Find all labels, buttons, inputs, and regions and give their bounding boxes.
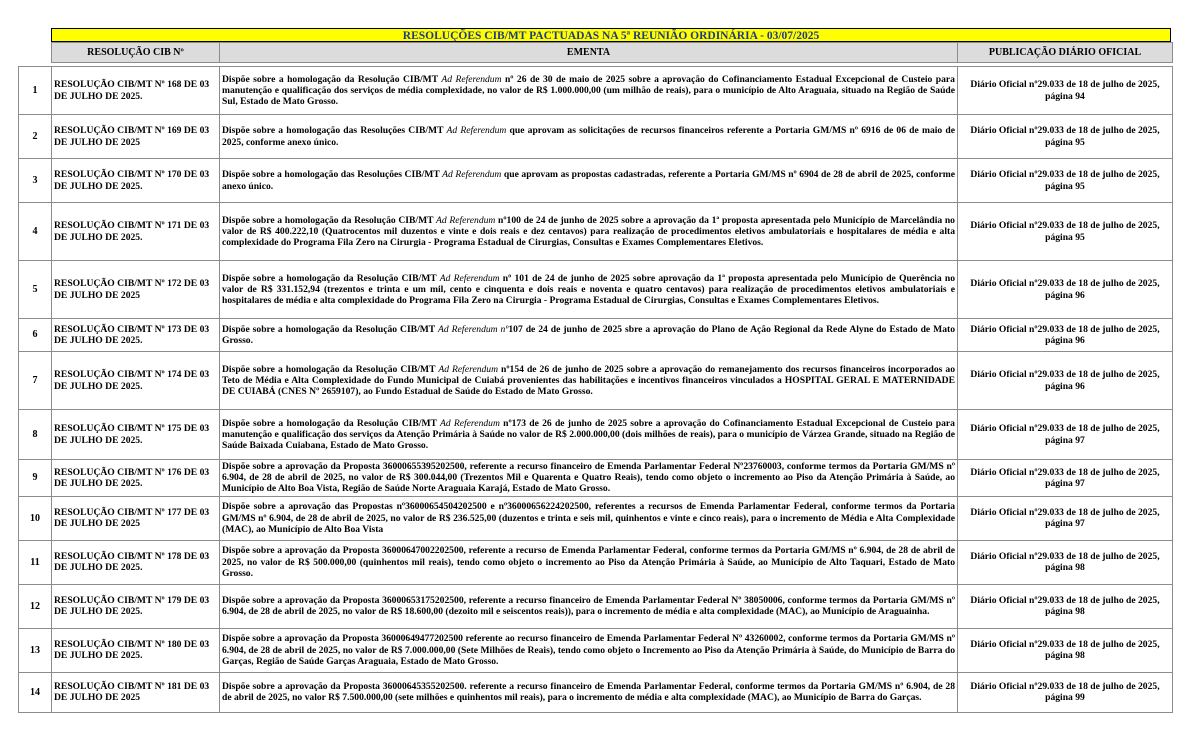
ad-referendum-text: Ad Referendum: [438, 363, 499, 375]
resolution-id: RESOLUÇÃO CIB/MT Nº 171 DE 03 DE JULHO DE 2025.: [52, 203, 220, 261]
row-number: 5: [19, 261, 52, 319]
table-row: [19, 672, 1173, 712]
ementa-part-a: Dispõe sobre a aprovação da Proposta 36000645355202500. referente a recurso financeiro de Emenda Parlamentar Federal, conforme termos da Portaria GM/MS nº 6.904, de 28 de abril de 2025, no valor R$ 7.500.000,00 (sete milhões e quinhentos mil reais), para o incremento de média e alta complexidade (MAC), ao Município de Barra do Garças.: [222, 680, 955, 704]
row-number: 7: [19, 352, 52, 410]
publication-ref: Diário Oficial nº29.033 de 18 de julho de 2025, página 95: [958, 115, 1173, 159]
ementa-text: [220, 540, 958, 584]
resolution-id: RESOLUÇÃO CIB/MT Nº 181 DE 03 DE JULHO DE 2025: [52, 672, 220, 712]
publication-ref: Diário Oficial nº29.033 de 18 de julho de 2025, página 97: [958, 410, 1173, 460]
ementa-text: [220, 115, 958, 159]
publication-ref: Diário Oficial nº29.033 de 18 de julho de 2025, página 96: [958, 319, 1173, 352]
header-ementa: EMENTA: [220, 43, 958, 63]
header-blank-cell: [19, 43, 52, 63]
publication-ref: Diário Oficial nº29.033 de 18 de julho de 2025, página 94: [958, 67, 1173, 115]
publication-ref: Diário Oficial nº29.033 de 18 de julho de 2025, página 98: [958, 540, 1173, 584]
ementa-text: [220, 203, 958, 261]
ementa-part-b: que aprovam as propostas cadastradas, referente a Portaria GM/MS nº 6904 de 28 de abril de 2025, conforme anexo único.: [222, 169, 955, 192]
ementa-text: [220, 159, 958, 203]
ementa-text: [220, 628, 958, 672]
ementa-part-b: que aprovam as solicitações de recursos financeiros referente a Portaria GM/MS nº 6916 de 06 de maio de 2025, conforme anexo único.: [222, 125, 955, 148]
ad-referendum-text: Ad Referendum: [439, 272, 500, 284]
resolution-id: RESOLUÇÃO CIB/MT Nº 168 DE 03 DE JULHO DE 2025.: [52, 67, 220, 115]
row-number: 8: [19, 410, 52, 460]
table-row: [19, 159, 1173, 203]
ementa-part-b: nº154 de 26 de junho de 2025 sobre a aprovação do remanejamento dos recursos financeiros incorporados ao Teto de Média e Alta Complexidade do Fundo Municipal de Cuiabá provenientes das habilitações e incentivos financeiros vinculados a HOSPITAL GERAL E MATERNIDADE DE CUIABÁ (CNES Nº 2659107), ao Fundo Estadual de Saúde do Estado de Mato Grosso.: [222, 363, 955, 398]
ementa-text: [220, 67, 958, 115]
row-number: 12: [19, 584, 52, 628]
table-row: [19, 261, 1173, 319]
resolution-id: RESOLUÇÃO CIB/MT Nº 179 DE 03 DE JULHO DE 2025.: [52, 584, 220, 628]
row-number: 3: [19, 159, 52, 203]
resolutions-table: [18, 42, 1173, 713]
table-row: [19, 352, 1173, 410]
table-row: [19, 628, 1173, 672]
resolution-id: RESOLUÇÃO CIB/MT Nº 170 DE 03 DE JULHO DE 2025.: [52, 159, 220, 203]
resolution-id: RESOLUÇÃO CIB/MT Nº 172 DE 03 DE JULHO DE 2025: [52, 261, 220, 319]
publication-ref: Diário Oficial nº29.033 de 18 de julho de 2025, página 97: [958, 460, 1173, 497]
table-row: [19, 410, 1173, 460]
ad-referendum-text: Ad Referendum nº: [437, 323, 509, 335]
resolution-id: RESOLUÇÃO CIB/MT Nº 169 DE 03 DE JULHO DE 2025: [52, 115, 220, 159]
ementa-part-b: nº 26 de 30 de maio de 2025 sobre a aprovação do Cofinanciamento Estadual Excepcional de Custeio para manutenção e qualificação dos serviços de média complexidade, no valor de R$ 1.000.000,00 (um milhão de reais), para o município de Alto Araguaia, situado na Região de Saúde Sul, Estado de Mato Grosso.: [222, 73, 955, 108]
resolution-id: RESOLUÇÃO CIB/MT Nº 176 DE 03 DE JULHO DE 2025.: [52, 460, 220, 497]
resolution-id: RESOLUÇÃO CIB/MT Nº 177 DE 03 DE JULHO DE 2025: [52, 496, 220, 540]
row-number: 2: [19, 115, 52, 159]
ementa-part-a: Dispõe sobre a homologação da Resolução CIB/MT: [222, 323, 438, 335]
publication-ref: Diário Oficial nº29.033 de 18 de julho de 2025, página 96: [958, 261, 1173, 319]
ad-referendum-text: Ad Referendum: [442, 169, 502, 181]
ementa-text: [220, 584, 958, 628]
table-header-row: [19, 43, 1173, 63]
publication-ref: Diário Oficial nº29.033 de 18 de julho de 2025, página 95: [958, 203, 1173, 261]
table-row: [19, 115, 1173, 159]
table-row: [19, 67, 1173, 115]
ementa-text: [220, 460, 958, 497]
ad-referendum-text: Ad Referendum: [436, 214, 496, 226]
row-number: 6: [19, 319, 52, 352]
ementa-part-a: Dispõe sobre a homologação da Resolução CIB/MT: [222, 417, 440, 429]
publication-ref: Diário Oficial nº29.033 de 18 de julho de 2025, página 98: [958, 628, 1173, 672]
ad-referendum-text: Ad Referendum: [446, 125, 507, 137]
table-row: [19, 460, 1173, 497]
publication-ref: Diário Oficial nº29.033 de 18 de julho de 2025, página 95: [958, 159, 1173, 203]
ementa-text: [220, 410, 958, 460]
publication-ref: Diário Oficial nº29.033 de 18 de julho de 2025, página 99: [958, 672, 1173, 712]
resolution-id: RESOLUÇÃO CIB/MT Nº 180 DE 03 DE JULHO DE 2025.: [52, 628, 220, 672]
ementa-text: [220, 352, 958, 410]
publication-ref: Diário Oficial nº29.033 de 18 de julho de 2025, página 97: [958, 496, 1173, 540]
ementa-part-b: nº 101 de 24 de junho de 2025 sobre aprovação da 1ª proposta apresentada pelo Município de Querência no valor de R$ 331.152,94 (trezentos e trinta e um mil, cento e cinquenta e dois reais e noventa e quatro centavos) para realização de procedimentos eletivos ambulatoriais e hospitalares de média e alta complexidade do Programa Fila Zero na Cirurgia - Programa Estadual de Cirurgias, Consultas e Exames Complementares Eletivos.: [222, 272, 955, 307]
row-number: 14: [19, 672, 52, 712]
table-row: [19, 584, 1173, 628]
resolution-id: RESOLUÇÃO CIB/MT Nº 178 DE 03 DE JULHO DE 2025.: [52, 540, 220, 584]
ementa-part-b: nº100 de 24 de junho de 2025 sobre a aprovação da 1ª proposta apresentada pelo Município de Marcelândia no valor de R$ 400.222,10 (Quatrocentos mil duzentos e vinte e dois reais e dez centavos) para realização de procedimentos eletivos ambulatoriais e hospitalares de média e alta complexidade do Programa Fila Zero na Cirurgia - Programa Estadual de Cirurgias, Consultas e Exames Complementares Eletivos.: [222, 214, 955, 249]
ementa-part-a: Dispõe sobre a aprovação das Propostas nº36000654504202500 e nº36000656224202500, referentes a recursos de Emenda Parlamentar Federal, conforme termos da Portaria GM/MS nº 6.904, de 28 de abril de 2025, no valor de R$ 236.525,00 (duzentos e trinta e seis mil, quinhentos e vinte e cinco reais), para o incremento de Média e Alta Complexidade (MAC), ao Município de Alto Boa Vista: [222, 501, 955, 535]
ementa-part-a: Dispõe sobre a homologação da Resolução CIB/MT: [222, 363, 439, 375]
row-number: 13: [19, 628, 52, 672]
ementa-part-b: nº173 de 26 de junho de 2025 sobre a aprovação do Cofinanciamento Estadual Excepcional de Custeio para manutenção e qualificação dos serviços da Atenção Primária à Saúde no valor de R$ 2.000.000,00 (dois milhões de reais), para o município de Várzea Grande, situado na Região de Saúde Baixada Cuiabana, Estado de Mato Grosso.: [222, 417, 955, 452]
publication-ref: Diário Oficial nº29.033 de 18 de julho de 2025, página 96: [958, 352, 1173, 410]
row-number: 4: [19, 203, 52, 261]
table-body: [19, 67, 1173, 713]
ementa-part-a: Dispõe sobre a aprovação da Proposta 36000655395202500, referente a recurso financeiro de Emenda Parlamentar Federal Nº23760003, conforme termos da Portaria GM/MS nº 6.904, de 28 de abril de 2025, no valor de R$ 300.044,00 (Trezentos Mil e Quarenta e Quatro Reais), tendo como objeto o incremento ao Piso da Atenção Primária à Saúde, ao Município de Alto Boa Vista, Região de Saúde Norte Araguaia Karajá, Estado de Mato Grosso.: [222, 461, 955, 495]
ementa-part-a: Dispõe sobre a aprovação da Proposta 36000653175202500, referente a recurso financeiro de Emenda Parlamentar Federal Nº 38050006, conforme termos da Portaria GM/MS nº 6.904, de 28 de abril de 2025, no valor de R$ 18.600,00 (dezoito mil e seiscentos reais)), para o incremento de média e alta complexidade (MAC), ao Município de Araguainha.: [222, 594, 955, 618]
ementa-text: [220, 672, 958, 712]
resolution-id: RESOLUÇÃO CIB/MT Nº 174 DE 03 DE JULHO DE 2025.: [52, 352, 220, 410]
ementa-part-a: Dispõe sobre a aprovação da Proposta 36000647002202500, referente a recurso de Emenda Parlamentar Federal, conforme termos da Portaria GM/MS nº 6.904, de 28 de abril de 2025, no valor de R$ 500.000,00 (quinhentos mil reais), tendo como objeto o incremento ao Piso da Atenção Primária à Saúde, ao Município de Alto Taquari, Estado de Mato Grosso.: [222, 545, 955, 579]
header-publicacao: PUBLICAÇÃO DIÁRIO OFICIAL: [958, 43, 1173, 63]
ementa-part-a: Dispõe sobre a homologação da Resolução CIB/MT: [222, 73, 442, 85]
publication-ref: Diário Oficial nº29.033 de 18 de julho de 2025, página 98: [958, 584, 1173, 628]
resolution-id: RESOLUÇÃO CIB/MT Nº 175 DE 03 DE JULHO DE 2025.: [52, 410, 220, 460]
ementa-part-b: 107 de 24 de junho de 2025 sbre a aprovação do Plano de Ação Regional da Rede Alyne do Estado de Mato Grosso.: [222, 323, 955, 346]
ad-referendum-text: Ad Referendum: [439, 417, 500, 429]
ementa-part-a: Dispõe sobre a homologação da Resolução CIB/MT: [222, 272, 440, 284]
ementa-text: [220, 319, 958, 352]
table-row: [19, 496, 1173, 540]
ementa-text: [220, 261, 958, 319]
row-number: 9: [19, 460, 52, 497]
ementa-text: [220, 496, 958, 540]
header-resolucao: RESOLUÇÃO CIB Nº: [52, 43, 220, 63]
resolution-id: RESOLUÇÃO CIB/MT Nº 173 DE 03 DE JULHO DE 2025.: [52, 319, 220, 352]
resolutions-document: [18, 28, 1172, 713]
ementa-part-a: Dispõe sobre a homologação da Resolução CIB/MT: [222, 214, 437, 226]
table-row: [19, 319, 1173, 352]
table-row: [19, 203, 1173, 261]
ad-referendum-text: Ad Referendum: [441, 73, 502, 85]
row-number: 11: [19, 540, 52, 584]
ementa-part-a: Dispõe sobre a aprovação da Proposta 36000649477202500 referente ao recurso financeiro de Emenda Parlamentar Federal Nº 43260002, conforme termos da Portaria GM/MS nº 6.904, de 28 de abril de 2025, no valor de R$ 7.000.000,00 (Sete Milhões de Reais), tendo como objeto o Incremento ao Piso da Atenção Primária à Saúde, do Município de Barra do Garças, Região de Saúde Garças Araguaia, Estado de Mato Grosso.: [222, 633, 955, 667]
row-number: 1: [19, 67, 52, 115]
table-row: [19, 540, 1173, 584]
ementa-part-a: Dispõe sobre a homologação das Resoluções CIB/MT: [222, 125, 447, 137]
document-title: RESOLUÇÕES CIB/MT PACTUADAS NA 5ª REUNIÃO ORDINÁRIA - 03/07/2025: [51, 28, 1171, 42]
ementa-part-a: Dispõe sobre a homologação das Resoluções CIB/MT: [222, 169, 443, 181]
row-number: 10: [19, 496, 52, 540]
